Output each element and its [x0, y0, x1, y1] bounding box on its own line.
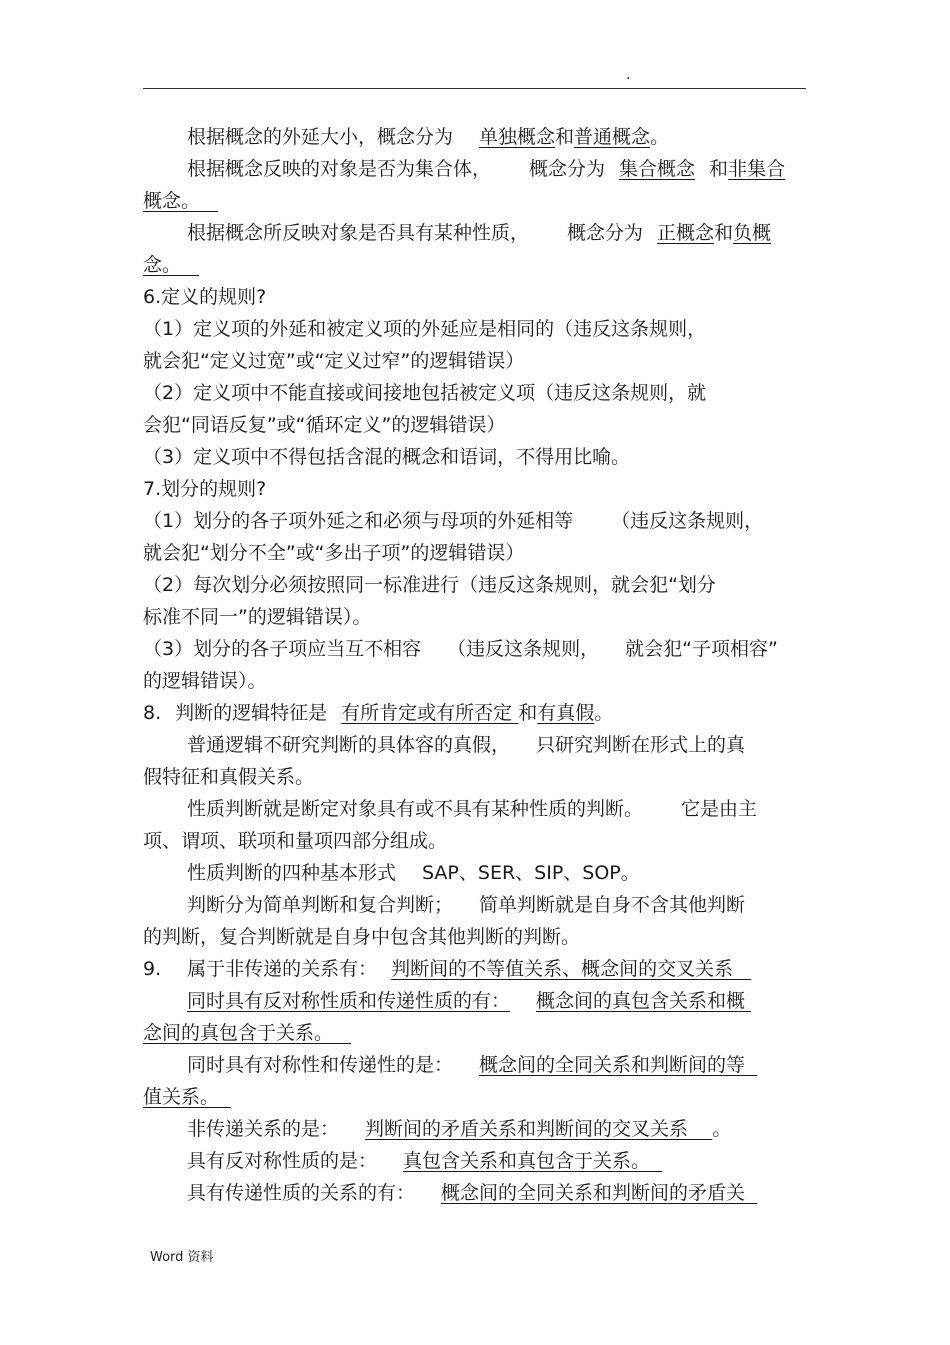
text: 和 — [714, 222, 734, 244]
header-mark: . — [626, 67, 631, 83]
text: SAP、SER、SIP、SOP。 — [422, 862, 640, 884]
answer-blank: 负概 — [733, 222, 772, 244]
footer-label: Word 资料 — [150, 1250, 214, 1265]
question-title: 6.定义的规则? — [143, 286, 267, 308]
text: 只研究判断在形式上的真 — [536, 734, 746, 756]
paragraph-line — [143, 1145, 806, 1177]
rule-line: （1）定义项的外延和被定义项的外延应是相同的（违反这条规则， — [143, 318, 707, 340]
answer-blank: 集合概念 — [619, 158, 696, 180]
question-title: 7.划分的规则? — [143, 478, 267, 500]
paragraph-line — [143, 249, 806, 281]
text: 。 — [594, 702, 614, 724]
paragraph-line — [143, 857, 806, 889]
rule-line: 就会犯“划分不全”或“多出子项”的逻辑错误） — [143, 542, 525, 564]
text: 。 — [650, 126, 670, 148]
text: （1）划分的各子项外延之和必须与母项的外延相等 — [143, 510, 574, 532]
answer-blank: 普通概念 — [574, 126, 651, 148]
text: 。 — [712, 1118, 732, 1140]
text: 概念分为 — [529, 158, 606, 180]
paragraph-line: 的判断，复合判断就是自身中包含其他判断的判断。 — [143, 926, 581, 948]
paragraph-line: 项、谓项、联项和量项四部分组成。 — [143, 830, 448, 852]
answer-blank: 有真假 — [537, 702, 595, 724]
answer-blank: 真包含关系和真包含于关系。 — [403, 1150, 651, 1172]
text: 根据概念反映的对象是否为集合体， — [187, 158, 492, 180]
text: 和 — [555, 126, 575, 148]
paragraph-line — [143, 889, 806, 921]
text: 同时具有对称性和传递性的是： — [187, 1054, 454, 1076]
paragraph-line — [143, 1049, 806, 1081]
answer-blank: 单独概念 — [479, 126, 556, 148]
answer-blank: 概念间的全同关系和判断间的矛盾关 — [441, 1182, 746, 1204]
answer-blank: 念间的真包含于关系。 — [143, 1022, 334, 1044]
text: 具有反对称性质的是： — [187, 1150, 378, 1172]
text: 性质判断就是断定对象具有或不具有某种性质的判断。 — [187, 798, 644, 820]
answer-blank: 概念。 — [143, 190, 201, 212]
paragraph-line: 假特征和真假关系。 — [143, 766, 315, 788]
text: 根据概念所反映对象是否具有某种性质， — [187, 222, 530, 244]
answer-blank: 正概念 — [657, 222, 715, 244]
text: 简单判断就是自身不含其他判断 — [479, 894, 746, 916]
text: （3）划分的各子项应当互不相容 — [143, 638, 422, 660]
answer-blank: 有所肯定或有所否定 — [341, 702, 513, 724]
paragraph-line — [143, 121, 806, 153]
answer-blank: 判断间的矛盾关系和判断间的交叉关系 — [365, 1118, 689, 1140]
answer-blank: 念。 — [143, 254, 182, 276]
paragraph-line — [143, 185, 806, 217]
question-number: 8. — [143, 702, 162, 724]
text: 具有传递性质的关系的有： — [187, 1182, 416, 1204]
text: （违反这条规则， — [447, 638, 600, 660]
text: 判断分为简单判断和复合判断； — [187, 894, 454, 916]
paragraph-line — [143, 153, 806, 185]
paragraph-line — [143, 1081, 806, 1113]
text: 性质判断的四种基本形式 — [187, 862, 397, 884]
rule-line: （2）定义项中不能直接或间接地包括被定义项（违反这条规则，就 — [143, 382, 707, 404]
question-line — [143, 697, 806, 729]
rule-line: （2）每次划分必须按照同一标准进行（违反这条规则，就会犯“划分 — [143, 574, 716, 596]
rule-line: 就会犯“定义过宽”或“定义过窄”的逻辑错误） — [143, 350, 525, 372]
header-rule — [143, 88, 806, 89]
text: 和 — [709, 158, 729, 180]
text: 普通逻辑不研究判断的具体容的真假， — [187, 734, 511, 756]
answer-blank: 概念间的全同关系和判断间的等 — [479, 1054, 746, 1076]
rule-line — [143, 505, 806, 537]
text: 判断的逻辑特征是 — [175, 702, 328, 724]
rule-line: 会犯“同语反复”或“循环定义”的逻辑错误） — [143, 414, 506, 436]
answer-blank: 值关系。 — [143, 1086, 220, 1108]
text: 非传递关系的是： — [187, 1118, 340, 1140]
paragraph-line — [143, 217, 806, 249]
text: 概念分为 — [567, 222, 644, 244]
paragraph-line — [143, 1017, 806, 1049]
rule-line — [143, 633, 806, 665]
answer-blank: 概念间的真包含关系和概 — [536, 990, 746, 1012]
question-line — [143, 953, 806, 985]
paragraph-line — [143, 985, 806, 1017]
text: （违反这条规则， — [611, 510, 764, 532]
text: 和 — [518, 702, 538, 724]
answer-blank: 非集合 — [728, 158, 786, 180]
question-number: 9. — [143, 958, 162, 980]
answer-blank: 判断间的不等值关系、概念间的交叉关系 — [391, 958, 734, 980]
paragraph-line — [143, 1113, 806, 1145]
rule-line: 标准不同一”的逻辑错误）。 — [143, 606, 372, 628]
paragraph-line — [143, 793, 806, 825]
rule-line: 的逻辑错误）。 — [143, 670, 267, 692]
text: 它是由主 — [681, 798, 758, 820]
text: 根据概念的外延大小，概念分为 — [187, 126, 454, 148]
text: 属于非传递的关系有： — [187, 958, 378, 980]
text: 就会犯“子项相容” — [625, 638, 778, 660]
paragraph-line — [143, 1177, 806, 1209]
paragraph-line — [143, 729, 806, 761]
answer-blank: 同时具有反对称性质和传递性质的有： — [187, 990, 511, 1012]
rule-line: （3）定义项中不得包括含混的概念和语词，不得用比喻。 — [143, 446, 631, 468]
